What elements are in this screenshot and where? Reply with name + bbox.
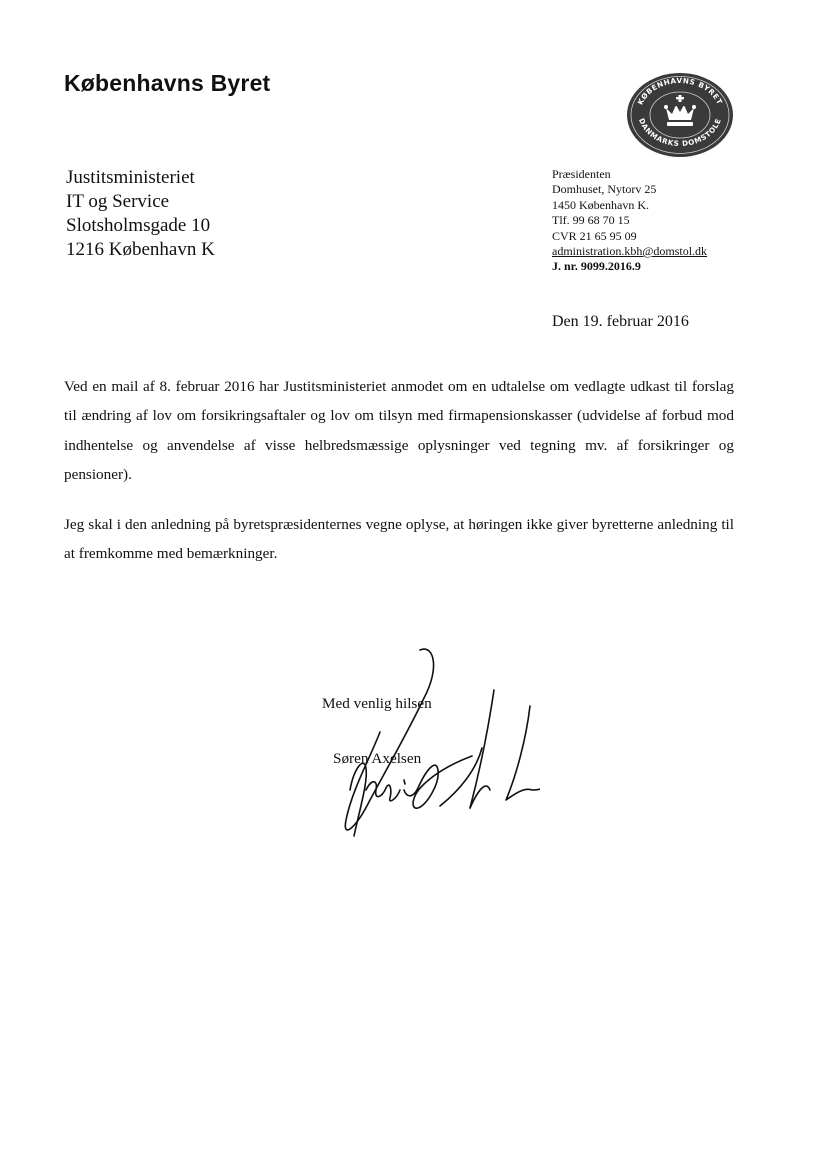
body-paragraph-2: Jeg skal i den anledning på byretspræsidenternes vegne oplyse, at høringen ikke giver byretterne anledning til at fremkomme med bemærkninger. [64,516,734,563]
sender-street: Domhuset, Nytorv 25 [552,182,657,197]
recipient-line: Justitsministeriet [66,167,195,188]
journal-number: J. nr. 9099.2016.9 [552,259,641,274]
sender-address [552,167,707,275]
closing-greeting: Med venlig hilsen [322,695,432,712]
handwritten-signature [320,640,540,850]
svg-text:DANMARKS DOMSTOLE: DANMARKS DOMSTOLE [637,116,723,149]
signer-name: Søren Axelsen [333,750,422,767]
sender-cvr: CVR 21 65 95 09 [552,228,637,243]
sender-title: Præsidenten [552,167,611,181]
body-paragraph-1: Ved en mail af 8. februar 2016 har Justitsministeriet anmodet om en udtalelse om vedlagte udkast til forslag til ændring af lov om forsikringsaftaler og lov om tilsyn med firmapensionskasser (udvidelse af forbud mod indhentelse og anvendelse af visse helbredsmæssige oplysninger ved tegning mv. af forsikringer og pensioner). [64,378,734,484]
recipient-line: 1216 København K [66,239,215,260]
recipient-line: IT og Service [66,191,170,212]
court-seal-logo [626,72,734,158]
sender-email-link[interactable]: administration.kbh@domstol.dk [552,244,708,259]
court-name-heading: Københavns Byret [64,70,271,96]
recipient-line: Slotsholmsgade 10 [66,215,211,236]
sender-phone: Tlf. 99 68 70 15 [552,213,630,228]
recipient-address [66,166,215,262]
svg-text:KØBENHAVNS BYRET: KØBENHAVNS BYRET [635,75,725,107]
sender-city: 1450 København K. [552,197,649,212]
letter-date: Den 19. februar 2016 [552,313,689,330]
